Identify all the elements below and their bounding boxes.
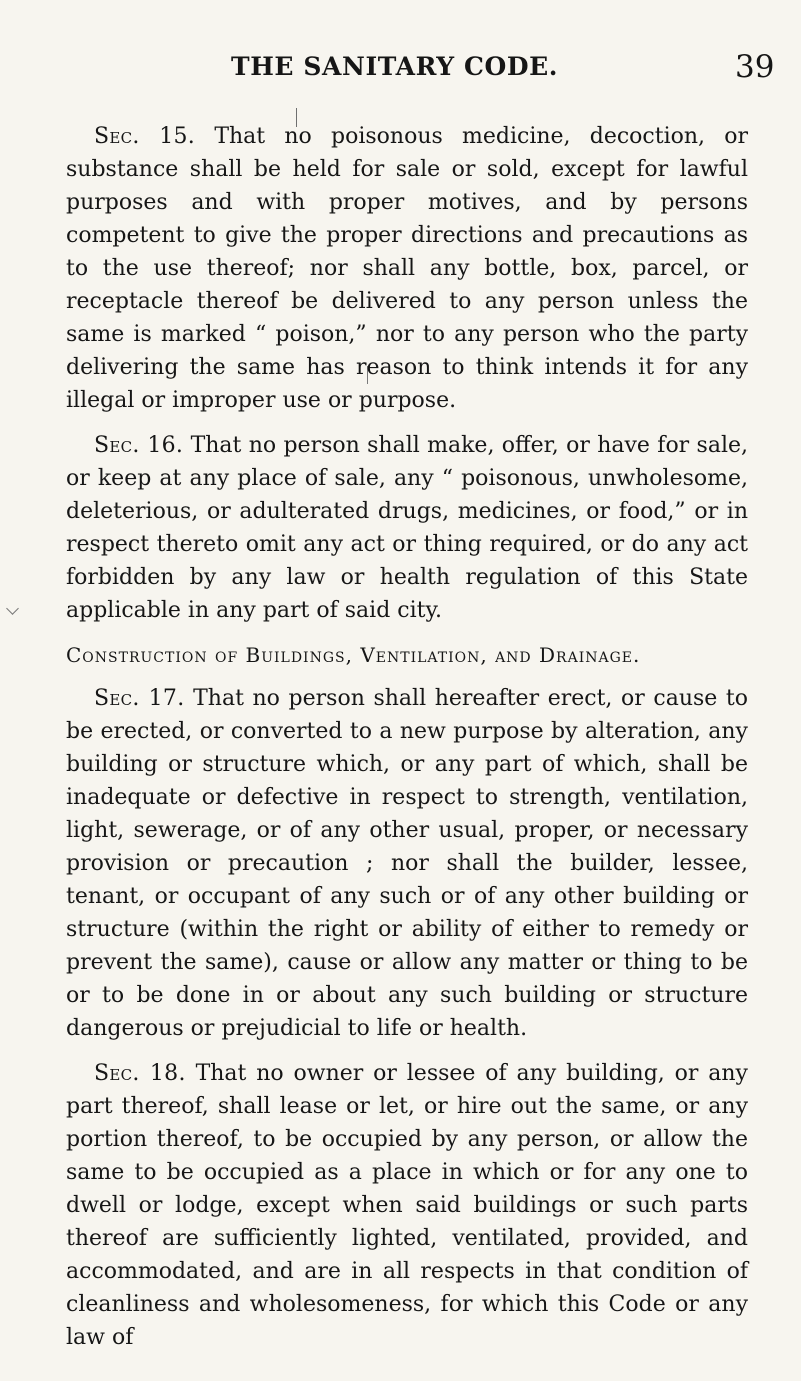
- running-header: [0, 49, 801, 88]
- section-16-text: That no person shall make, offer, or have for sale, or keep at any place of sale, any “ poisonous, unwholesome, deleterious, or adulterated drugs, medicines, or food,” or in respect thereto omit any act or thing required, or do any act forbidden by any law or health regulation of this State applicable in any part of said city.: [66, 433, 748, 623]
- section-15-text: That no poisonous medicine, decoction, or substance shall be held for sale or sold, except for lawful purposes and with proper motives, and by persons competent to give the proper directions and precautions as to the use thereof; nor shall any bottle, box, parcel, or receptacle thereof be delivered to any person unless the same is marked “ poison,” nor to any person who the party delivering the same has reason to think intends it for any illegal or improper use or purpose.: [66, 124, 749, 413]
- section-17-text: That no person shall hereafter erect, or cause to be erected, or converted to a new purpose by alteration, any building or structure which, or any part of which, shall be inadequate or defective in respect to strength, ventilation, light, sewerage, or of any other usual, proper, or necessary provision or precaution ; nor shall the builder, lessee, tenant, or occupant of any such or of any other building or structure (within the right or ability of either to remedy or prevent the same), cause or allow any matter or thing to be or to be done in or about any such building or structure dangerous or prejudicial to life or health.: [66, 686, 748, 1041]
- section-17-paragraph: [66, 682, 748, 1045]
- section-18-text: That no owner or lessee of any building, or any part thereof, shall lease or let, or hire out the same, or any portion thereof, to be occupied by any person, or allow the same to be occupied as a place in which or for any one to dwell or lodge, except when said buildings or such parts thereof are sufficiently lighted, ventilated, provided, and accommodated, and are in all respects in that condition of cleanliness and wholesomeness, for which this Code or any law of: [66, 1061, 748, 1350]
- page-title: THE SANITARY CODE.: [231, 52, 559, 81]
- section-18-label: Sec. 18.: [94, 1061, 186, 1086]
- section-17-label: Sec. 17.: [94, 686, 185, 711]
- page-number: 39: [735, 49, 775, 85]
- section-18-paragraph: [66, 1057, 748, 1354]
- margin-mark: [6, 602, 19, 615]
- section-heading: Construction of Buildings, Ventilation, and Drainage.: [66, 643, 641, 667]
- section-15-label: Sec. 15.: [94, 124, 196, 149]
- section-16-paragraph: [66, 429, 748, 627]
- section-16-label: Sec. 16.: [94, 433, 184, 458]
- page-body: [66, 120, 748, 1354]
- section-15-paragraph: [66, 120, 748, 417]
